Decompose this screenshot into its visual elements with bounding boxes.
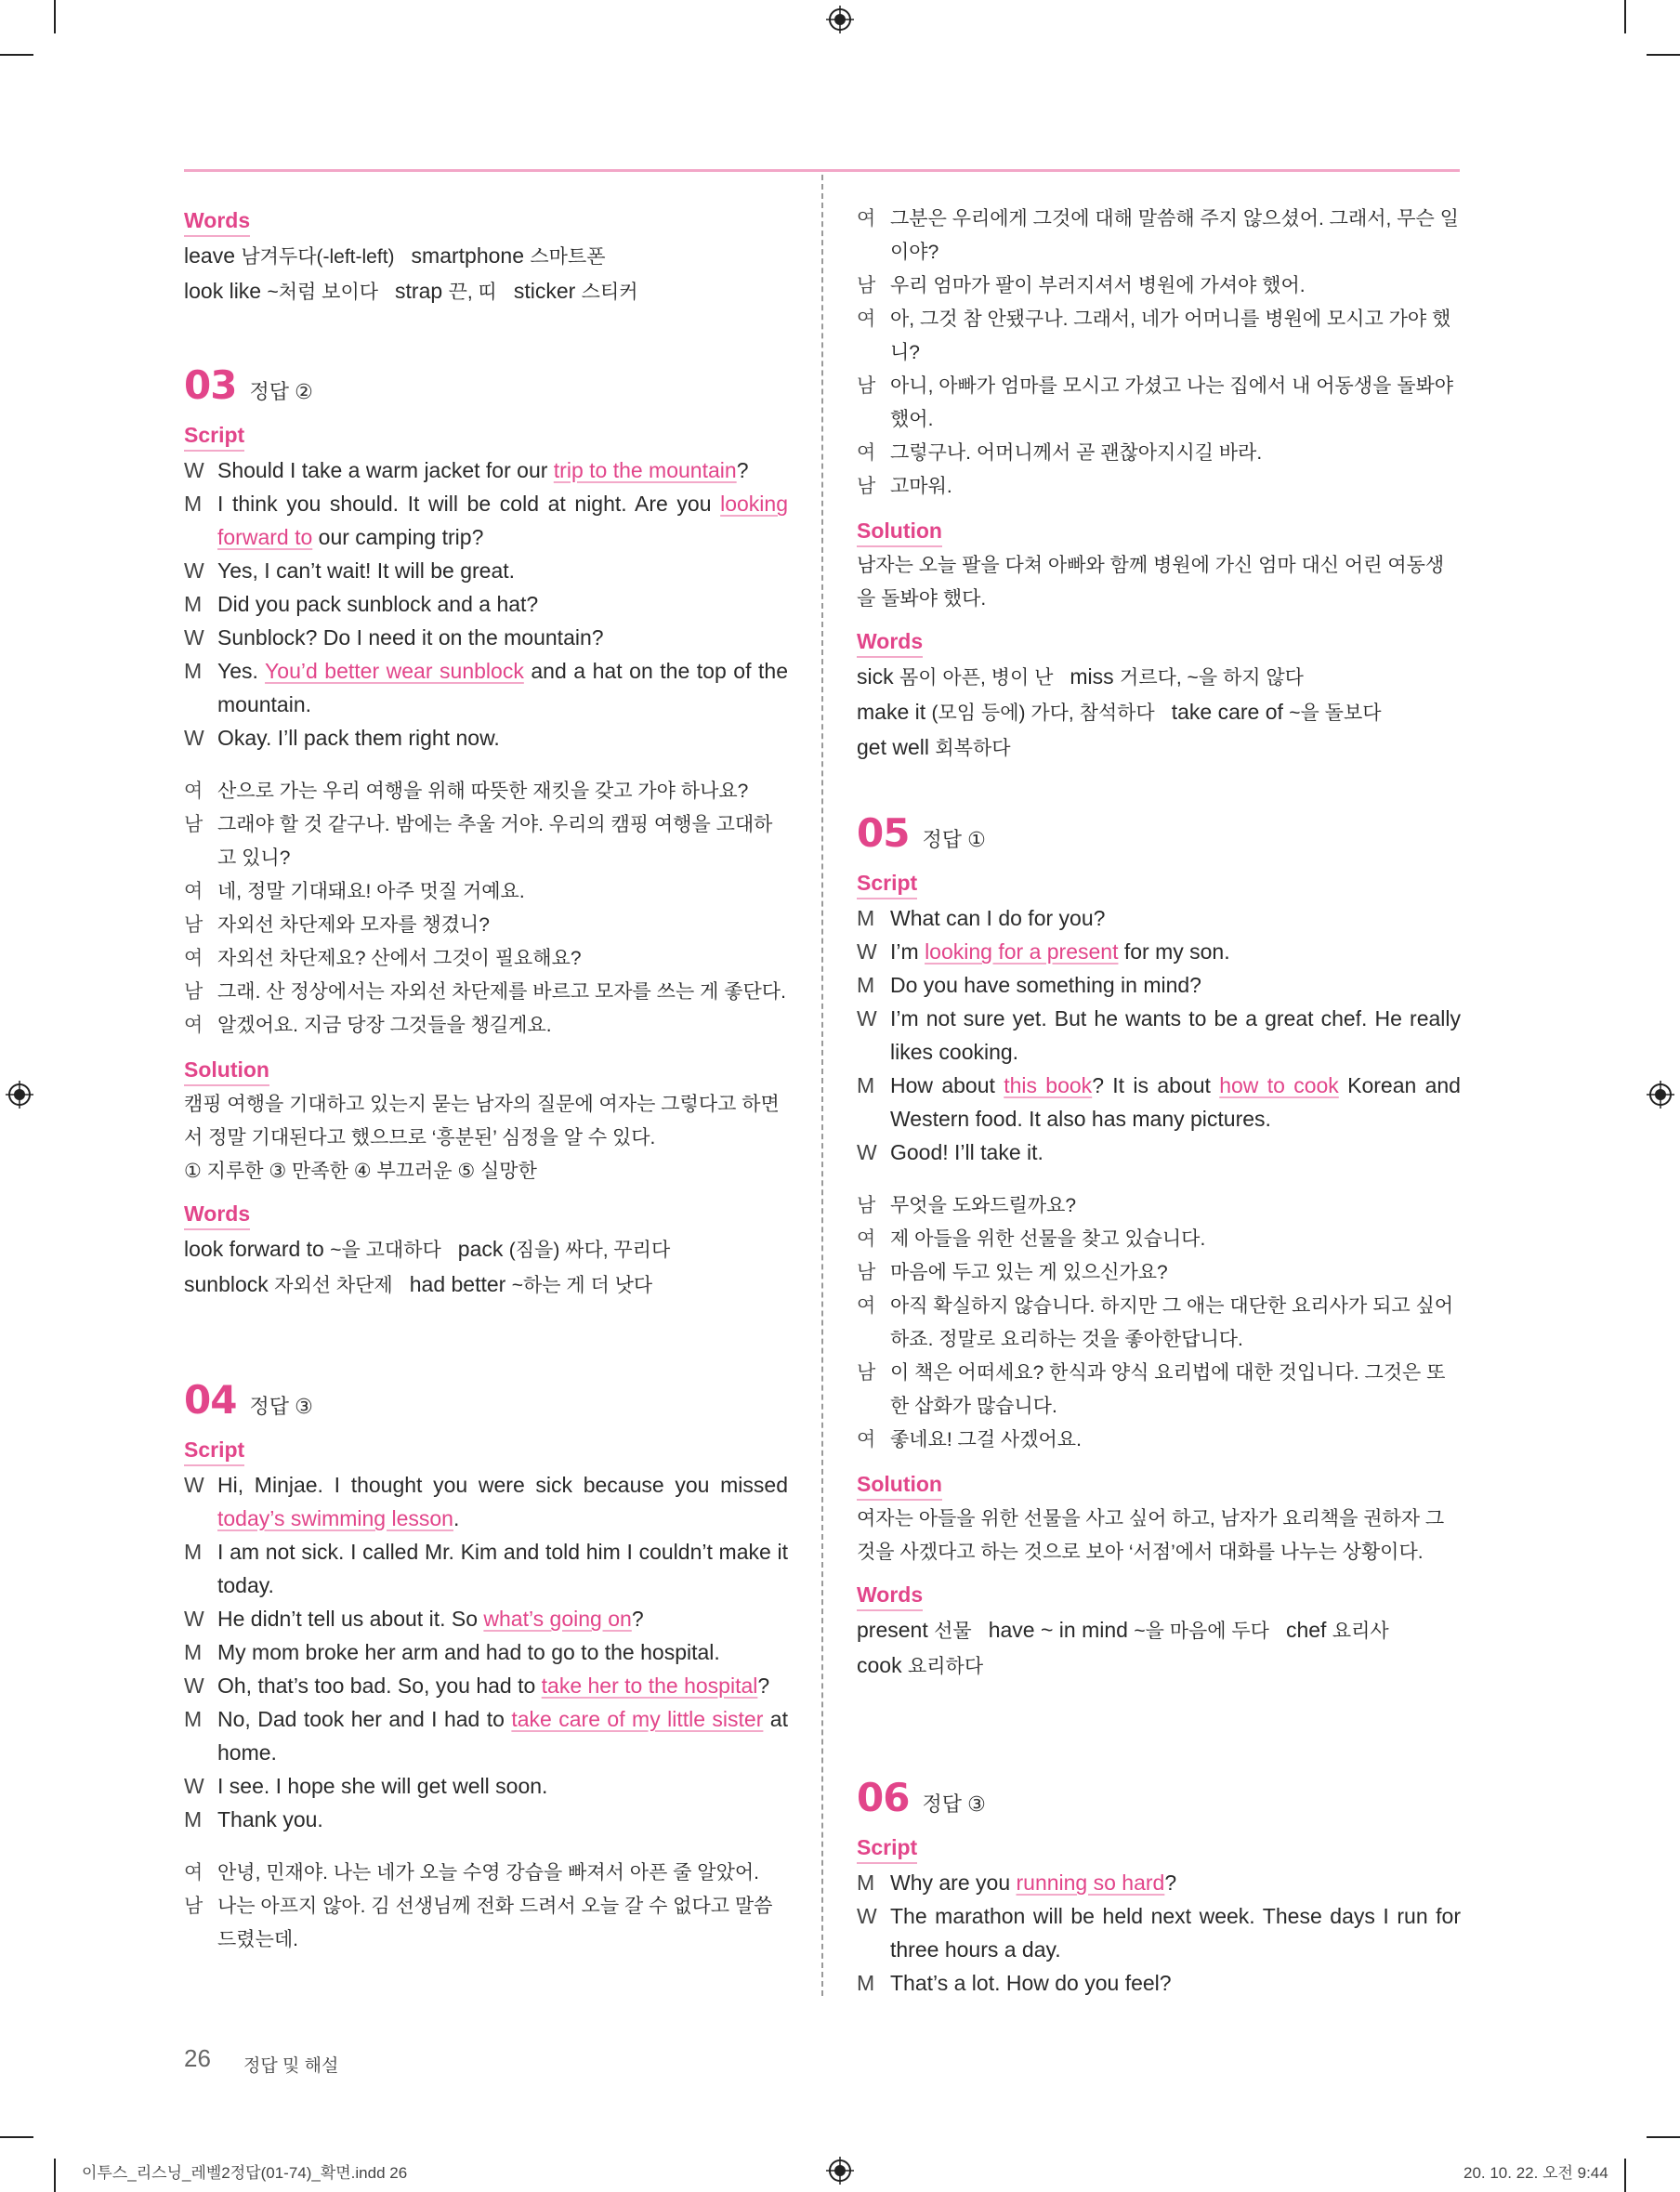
text-run: ? — [736, 458, 749, 482]
registration-mark-icon — [826, 2157, 854, 2185]
words-list — [184, 239, 788, 309]
script-line — [184, 487, 788, 554]
speaker-label: 남 — [857, 476, 876, 497]
speaker-label: M — [857, 906, 875, 930]
translation-line — [857, 1223, 1461, 1256]
script-line — [857, 901, 1461, 935]
highlighted-phrase: today’s swimming lesson — [217, 1506, 453, 1530]
vocab-term: look like — [184, 279, 262, 303]
script-text — [217, 1602, 788, 1635]
highlighted-phrase: You’d better wear sunblock — [265, 659, 524, 683]
vocab-term: miss — [1070, 664, 1114, 689]
text-run: I’m — [890, 939, 925, 964]
speaker-label: 여 — [857, 442, 876, 464]
korean-translation — [857, 1189, 1461, 1457]
script-text — [890, 968, 1461, 1002]
script-line — [184, 1669, 788, 1702]
script-text — [217, 654, 788, 721]
speaker-label: M — [184, 1807, 203, 1831]
highlighted-phrase: what’s going on — [483, 1607, 632, 1631]
text-run: Should I take a warm jacket for our — [217, 458, 554, 482]
script-text — [217, 453, 788, 487]
speaker-label: 남 — [184, 814, 203, 835]
speaker-label: 남 — [857, 1195, 876, 1216]
translation-text: 자외선 차단제와 모자를 챙겼니? — [217, 914, 490, 936]
text-run: I am not sick. I called Mr. Kim and told him I couldn’t make it today. — [217, 1540, 788, 1597]
solution-label: Solution — [857, 517, 942, 547]
vocab-line — [184, 239, 788, 274]
highlighted-phrase: how to cook — [1219, 1073, 1339, 1097]
text-run: I’m not sure yet. But he wants to be a great chef. He really likes cooking. — [890, 1006, 1461, 1064]
script-text — [890, 901, 1461, 935]
script-text — [217, 554, 788, 587]
translation-line — [184, 942, 788, 976]
translation-line — [857, 370, 1461, 437]
speaker-label: W — [857, 939, 877, 964]
translation-line — [857, 303, 1461, 370]
crop-mark-bottom-left — [54, 2159, 56, 2192]
vocab-meaning: 요리하다 — [907, 1656, 984, 1677]
highlighted-phrase: looking for a present — [925, 939, 1119, 964]
vocab-term: sick — [857, 664, 894, 689]
speaker-label: W — [184, 726, 204, 750]
translation-line — [184, 1857, 788, 1890]
question-header — [184, 362, 788, 408]
vocab-line — [857, 660, 1461, 695]
vocab-meaning: 회복하다 — [935, 738, 1011, 759]
script-text — [217, 1669, 788, 1702]
solution-text: 캠핑 여행을 기대하고 있는지 묻는 남자의 질문에 여자는 그렇다고 하면서 정말 기대된다고 했으므로 ‘흥분된’ 심정을 알 수 있다. — [184, 1094, 780, 1149]
script-dialogue — [184, 1468, 788, 1836]
vocab-meaning: ~을 마음에 두다 — [1134, 1621, 1269, 1642]
script-text — [890, 1069, 1461, 1135]
script-text — [217, 621, 788, 654]
solution-text: 남자는 오늘 팔을 다쳐 아빠와 함께 병원에 가신 엄마 대신 어린 여동생을 돌봐야 했다. — [857, 555, 1445, 610]
translation-line — [184, 1009, 788, 1043]
text-run: Hi, Minjae. I thought you were sick because you missed — [217, 1473, 788, 1497]
words-list — [857, 660, 1461, 766]
answer-label: 정답 ③ — [922, 1792, 986, 1816]
translation-line — [857, 1424, 1461, 1457]
translation-text: 그래야 할 것 같구나. 밤에는 추울 거야. 우리의 캠핑 여행을 고대하고 있니? — [217, 814, 773, 869]
speaker-label: 여 — [184, 1015, 203, 1036]
vocab-meaning: ~처럼 보이다 — [267, 282, 379, 303]
script-line — [184, 587, 788, 621]
text-run: ? — [631, 1607, 644, 1631]
crop-mark-bottom-right-h — [1647, 2136, 1680, 2138]
answer-label: 정답 ③ — [249, 1395, 313, 1418]
vocab-term: sticker — [513, 279, 576, 303]
vocab-meaning: 선물 — [934, 1621, 972, 1642]
text-run: Oh, that’s too bad. So, you had to — [217, 1674, 542, 1698]
vocab-meaning: 몸이 아픈, 병이 난 — [899, 667, 1054, 689]
registration-mark-icon — [6, 1081, 33, 1109]
translation-text: 고마워. — [890, 476, 952, 497]
vocab-line — [184, 274, 788, 309]
speaker-label: W — [184, 558, 204, 583]
speaker-label: 남 — [184, 1896, 203, 1917]
vocab-line — [857, 1613, 1461, 1648]
footer-title: 정답 및 해설 — [243, 2056, 339, 2076]
vocab-meaning: (짐을) 싸다, 꾸리다 — [508, 1240, 671, 1261]
text-run: What can I do for you? — [890, 906, 1106, 930]
script-text — [217, 1803, 788, 1836]
vocab-meaning: 요리사 — [1332, 1621, 1389, 1642]
translation-text: 산으로 가는 우리 여행을 위해 따뜻한 재킷을 갖고 가야 하나요? — [217, 781, 749, 802]
translation-text: 무엇을 도와드릴까요? — [890, 1195, 1077, 1216]
question-header — [857, 1775, 1461, 1820]
words-list — [857, 1613, 1461, 1684]
korean-translation — [184, 1857, 788, 1957]
translation-text: 알겠어요. 지금 당장 그것들을 챙길게요. — [217, 1015, 552, 1036]
vocab-meaning: 끈, 띠 — [448, 282, 497, 303]
translation-line — [184, 875, 788, 909]
vocab-line — [857, 1648, 1461, 1684]
translation-text: 아, 그것 참 안됐구나. 그래서, 네가 어머니를 병원에 모시고 가야 했니? — [890, 308, 1451, 363]
words-label: Words — [857, 1581, 923, 1611]
speaker-label: W — [184, 1674, 204, 1698]
script-text — [217, 1535, 788, 1602]
speaker-label: 여 — [184, 881, 203, 902]
script-text — [217, 1468, 788, 1535]
answer-label: 정답 ① — [922, 828, 986, 851]
translation-text: 아직 확실하지 않습니다. 하지만 그 애는 대단한 요리사가 되고 싶어 하죠. 정말로 요리하는 것을 좋아한답니다. — [890, 1295, 1454, 1350]
translation-text: 마음에 두고 있는 게 있으신가요? — [890, 1262, 1168, 1283]
speaker-label: M — [184, 1540, 203, 1564]
words-list — [184, 1232, 788, 1303]
script-text — [217, 721, 788, 755]
translation-line — [857, 1357, 1461, 1424]
vocab-meaning: 스마트폰 — [530, 246, 606, 268]
print-slug-filename: 이투스_리스닝_레벨2정답(01-74)_확면.indd 26 — [82, 2164, 408, 2182]
script-dialogue — [857, 1866, 1461, 2000]
vocab-meaning: 스티커 — [581, 282, 638, 303]
vocab-term: pack — [457, 1237, 504, 1261]
vocab-term: smartphone — [411, 243, 524, 268]
speaker-label: W — [857, 1904, 877, 1928]
words-section — [184, 206, 788, 309]
text-run: I see. I hope she will get well soon. — [217, 1774, 548, 1798]
question-05 — [857, 810, 1461, 1684]
translation-line — [184, 808, 788, 875]
speaker-label: 여 — [857, 308, 876, 330]
highlighted-phrase: trip to the mountain — [553, 458, 737, 482]
script-line — [857, 1866, 1461, 1899]
text-run: Yes. — [217, 659, 266, 683]
vocab-meaning: ~하는 게 더 낫다 — [511, 1275, 653, 1296]
script-line — [184, 1803, 788, 1836]
script-line — [857, 1002, 1461, 1069]
speaker-label: M — [857, 973, 875, 997]
speaker-label: 여 — [857, 1295, 876, 1317]
translation-line — [857, 470, 1461, 504]
speaker-label: W — [184, 458, 204, 482]
translation-text: 그래. 산 정상에서는 자외선 차단제를 바르고 모자를 쓰는 게 좋단다. — [217, 981, 786, 1003]
words-label: Words — [184, 206, 250, 237]
vocab-meaning: ~을 돌보다 — [1289, 702, 1382, 724]
answer-label: 정답 ② — [249, 380, 313, 403]
question-06 — [857, 1775, 1461, 2000]
top-rule — [184, 169, 1460, 172]
speaker-label: M — [184, 1640, 203, 1664]
registration-mark-icon — [1647, 1081, 1674, 1109]
text-run: The marathon will be held next week. These days I run for three hours a day. — [890, 1904, 1461, 1962]
script-line — [184, 1602, 788, 1635]
translation-line — [857, 269, 1461, 303]
speaker-label: W — [857, 1006, 877, 1030]
script-text — [217, 587, 788, 621]
translation-text: 자외선 차단제요? 산에서 그것이 필요해요? — [217, 948, 582, 969]
words-label: Words — [184, 1200, 250, 1230]
script-line — [857, 1135, 1461, 1169]
text-run: Did you pack sunblock and a hat? — [217, 592, 539, 616]
translation-text: 우리 엄마가 팔이 부러지셔서 병원에 가셔야 했어. — [890, 275, 1306, 296]
crop-mark-top-left-h — [0, 54, 33, 56]
speaker-label: 남 — [184, 981, 203, 1003]
speaker-label: M — [857, 1971, 875, 1995]
speaker-label: 여 — [184, 1862, 203, 1884]
column-divider — [821, 175, 823, 1996]
text-run: Do you have something in mind? — [890, 973, 1201, 997]
speaker-label: W — [857, 1140, 877, 1164]
vocab-term: sunblock — [184, 1272, 269, 1296]
translation-text: 좋네요! 그걸 사겠어요. — [890, 1429, 1082, 1450]
question-number: 04 — [184, 1377, 237, 1423]
highlighted-phrase: take her to the hospital — [541, 1674, 758, 1698]
text-run: at home. — [217, 1707, 788, 1765]
text-run: ? — [757, 1674, 770, 1698]
translation-text: 네, 정말 기대돼요! 아주 멋질 거예요. — [217, 881, 525, 902]
vocab-line — [857, 695, 1461, 730]
script-line — [184, 1702, 788, 1769]
translation-line — [857, 1290, 1461, 1357]
translation-text: 제 아들을 위한 선물을 찾고 있습니다. — [890, 1228, 1206, 1250]
text-run: for my son. — [1118, 939, 1230, 964]
vocab-term: make it — [857, 700, 926, 724]
translation-text: 이 책은 어떠세요? 한식과 양식 요리법에 대한 것입니다. 그것은 또한 삽화가 많습니다. — [890, 1362, 1446, 1417]
script-label: Script — [857, 1833, 917, 1864]
speaker-label: M — [857, 1073, 875, 1097]
script-line — [184, 1535, 788, 1602]
script-line — [184, 1635, 788, 1669]
translation-line — [857, 203, 1461, 269]
text-run: I think you should. It will be cold at night. Are you — [217, 492, 721, 516]
question-number: 05 — [857, 810, 910, 856]
vocab-line — [857, 730, 1461, 766]
script-line — [857, 935, 1461, 968]
text-run: Good! I’ll take it. — [890, 1140, 1043, 1164]
script-text — [890, 935, 1461, 968]
translation-text: 안녕, 민재야. 나는 네가 오늘 수영 강습을 빠져서 아픈 줄 알았어. — [217, 1862, 759, 1884]
vocab-meaning: 거르다, ~을 하지 않다 — [1120, 667, 1304, 689]
answer-options: ① 지루한 ③ 만족한 ④ 부끄러운 ⑤ 실망한 — [184, 1161, 537, 1182]
script-line — [184, 554, 788, 587]
highlighted-phrase: this book — [1004, 1073, 1093, 1097]
translation-line — [857, 1256, 1461, 1290]
speaker-label: M — [184, 659, 203, 683]
speaker-label: W — [184, 1473, 204, 1497]
script-line — [184, 621, 788, 654]
script-text — [217, 487, 788, 554]
translation-text: 그분은 우리에게 그것에 대해 말씀해 주지 않으셨어. 그래서, 무슨 일이야? — [890, 208, 1459, 263]
translation-line — [184, 976, 788, 1009]
script-line — [184, 1769, 788, 1803]
vocab-meaning: ~을 고대하다 — [330, 1240, 441, 1261]
text-run: and a hat on the top of the mountain. — [217, 659, 789, 716]
speaker-label: 남 — [857, 275, 876, 296]
solution-text: 여자는 아들을 위한 선물을 사고 싶어 하고, 남자가 요리책을 권하자 그것을 사겠다고 하는 것으로 보아 ‘서점’에서 대화를 나누는 상황이다. — [857, 1508, 1445, 1563]
translation-line — [857, 1189, 1461, 1223]
script-text — [890, 1135, 1461, 1169]
script-line — [857, 968, 1461, 1002]
text-run: Yes, I can’t wait! It will be great. — [217, 558, 516, 583]
crop-mark-top-right-h — [1647, 54, 1680, 56]
vocab-term: chef — [1285, 1618, 1327, 1642]
vocab-term: have ~ in mind — [988, 1618, 1128, 1642]
text-run: That’s a lot. How do you feel? — [890, 1971, 1172, 1995]
question-number: 03 — [184, 362, 237, 408]
vocab-term: present — [857, 1618, 928, 1642]
vocab-line — [184, 1267, 788, 1303]
solution-label: Solution — [184, 1056, 269, 1086]
question-header — [857, 810, 1461, 856]
speaker-label: 여 — [857, 1429, 876, 1450]
vocab-term: look forward to — [184, 1237, 324, 1261]
script-text — [890, 1866, 1461, 1899]
vocab-term: strap — [395, 279, 443, 303]
korean-translation — [184, 775, 788, 1043]
highlighted-phrase: looking forward to — [217, 492, 788, 549]
speaker-label: M — [184, 592, 203, 616]
vocab-meaning: (모임 등에) 가다, 참석하다 — [931, 702, 1155, 724]
question-04-continued — [857, 203, 1461, 766]
text-run: Korean and Western food. It also has many pictures. — [890, 1073, 1461, 1131]
translation-line — [184, 775, 788, 808]
vocab-term: take care of — [1171, 700, 1283, 724]
translation-line — [857, 437, 1461, 470]
text-run: . — [453, 1506, 460, 1530]
question-number: 06 — [857, 1775, 910, 1820]
speaker-label: M — [857, 1870, 875, 1895]
text-run: How about — [890, 1073, 1004, 1097]
translation-line — [184, 1890, 788, 1957]
question-header — [184, 1377, 788, 1423]
script-text — [890, 1899, 1461, 1966]
vocab-term: cook — [857, 1653, 902, 1677]
speaker-label: 여 — [184, 781, 203, 802]
text-run: Thank you. — [217, 1807, 323, 1831]
script-dialogue — [857, 901, 1461, 1169]
script-text — [217, 1635, 788, 1669]
text-run: ? — [1164, 1870, 1177, 1895]
translation-text: 그렇구나. 어머니께서 곧 괜찮아지시길 바라. — [890, 442, 1263, 464]
script-text — [217, 1769, 788, 1803]
script-label: Script — [857, 869, 917, 899]
text-run: No, Dad took her and I had to — [217, 1707, 512, 1731]
vocab-line — [184, 1232, 788, 1267]
print-slug-timestamp: 20. 10. 22. 오전 9:44 — [1463, 2164, 1608, 2182]
crop-mark-bottom-right — [1624, 2159, 1626, 2192]
script-text — [217, 1702, 788, 1769]
crop-mark-top-left — [54, 0, 56, 33]
registration-mark-icon — [826, 6, 854, 33]
vocab-meaning: 자외선 차단제 — [274, 1275, 393, 1296]
vocab-term: leave — [184, 243, 235, 268]
words-label: Words — [857, 627, 923, 658]
script-label: Script — [184, 1436, 244, 1466]
text-run: My mom broke her arm and had to go to the hospital. — [217, 1640, 720, 1664]
speaker-label: 남 — [184, 914, 203, 936]
vocab-term: had better — [409, 1272, 506, 1296]
speaker-label: W — [184, 625, 204, 650]
speaker-label: 여 — [857, 208, 876, 230]
speaker-label: 남 — [857, 1262, 876, 1283]
question-04 — [184, 1377, 788, 1957]
text-run: Why are you — [890, 1870, 1017, 1895]
highlighted-phrase: running so hard — [1016, 1870, 1165, 1895]
page-number: 26 — [184, 2044, 211, 2072]
script-text — [890, 1966, 1461, 2000]
script-line — [857, 1899, 1461, 1966]
text-run: Okay. I’ll pack them right now. — [217, 726, 500, 750]
script-line — [184, 721, 788, 755]
script-line — [184, 654, 788, 721]
question-03 — [184, 362, 788, 1303]
script-label: Script — [184, 421, 244, 452]
vocab-term: get well — [857, 735, 929, 759]
crop-mark-top-right — [1624, 0, 1626, 33]
script-text — [890, 1002, 1461, 1069]
script-dialogue — [184, 453, 788, 755]
translation-line — [184, 909, 788, 942]
speaker-label: W — [184, 1607, 204, 1631]
highlighted-phrase: take care of my little sister — [511, 1707, 764, 1731]
text-run: ? It is about — [1092, 1073, 1220, 1097]
script-line — [857, 1966, 1461, 2000]
text-run: Sunblock? Do I need it on the mountain? — [217, 625, 604, 650]
solution-label: Solution — [857, 1470, 942, 1501]
text-run: our camping trip? — [312, 525, 484, 549]
speaker-label: 남 — [857, 375, 876, 397]
crop-mark-bottom-left-h — [0, 2136, 33, 2138]
speaker-label: M — [184, 1707, 203, 1731]
speaker-label: 여 — [857, 1228, 876, 1250]
korean-translation — [857, 203, 1461, 504]
speaker-label: W — [184, 1774, 204, 1798]
translation-text: 나는 아프지 않아. 김 선생님께 전화 드려서 오늘 갈 수 없다고 말씀드렸는데. — [217, 1896, 773, 1950]
speaker-label: M — [184, 492, 203, 516]
translation-text: 아니, 아빠가 엄마를 모시고 가셨고 나는 집에서 내 어동생을 돌봐야 했어. — [890, 375, 1454, 430]
speaker-label: 남 — [857, 1362, 876, 1384]
text-run: He didn’t tell us about it. So — [217, 1607, 484, 1631]
script-line — [184, 1468, 788, 1535]
speaker-label: 여 — [184, 948, 203, 969]
script-line — [184, 453, 788, 487]
script-line — [857, 1069, 1461, 1135]
vocab-meaning: 남겨두다(-left-left) — [241, 246, 395, 268]
